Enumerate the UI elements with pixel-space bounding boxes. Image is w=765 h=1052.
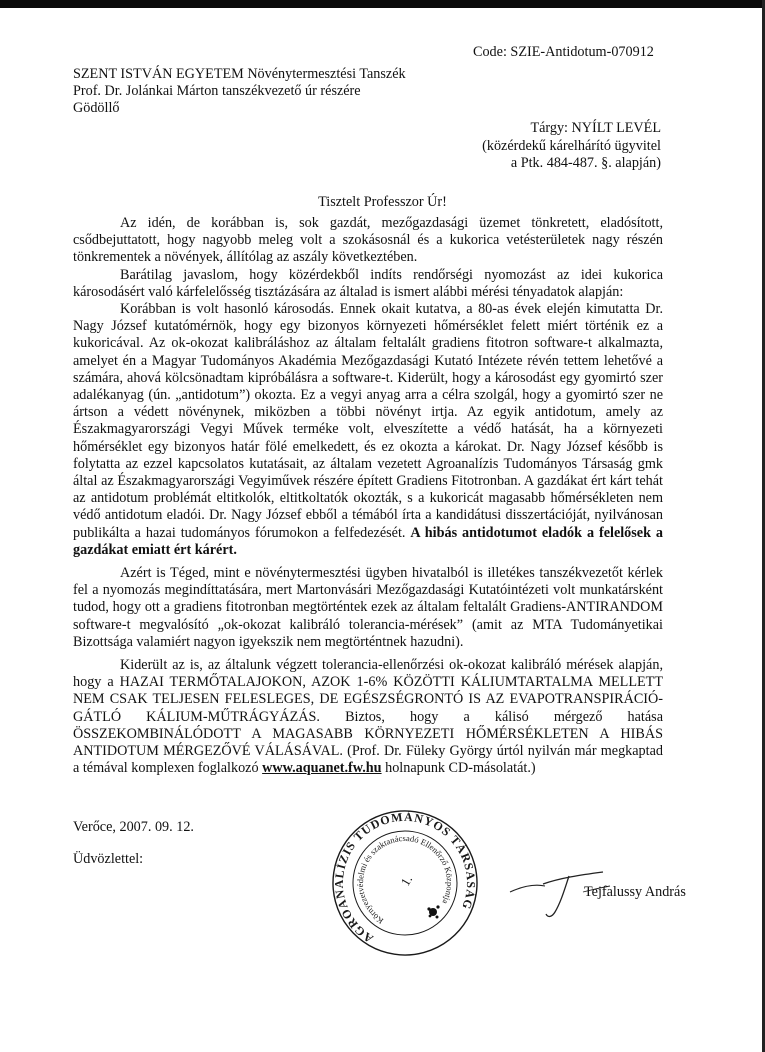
signer-name: Tejfalussy András xyxy=(584,884,686,900)
subject-line-1: Tárgy: NYÍLT LEVÉL xyxy=(530,120,661,136)
recipient-block xyxy=(73,66,406,117)
document-code: Code: SZIE-Antidotum-070912 xyxy=(473,44,654,60)
official-stamp xyxy=(330,808,480,958)
subject-line-2: (közérdekű kárelhárító ügyvitel xyxy=(482,137,661,154)
recipient-line-1 xyxy=(73,66,406,83)
paragraph-1: Az idén, de korábban is, sok gazdát, mezőgazdasági üzemet tönkretett, eladósított, csődbejuttatott, hogy nagyobb meleg volt a szokásosnál és a kukorica vetésterületek nagy részén tönkrementek a növények, állítólag az aszály következtében. xyxy=(73,215,663,266)
paragraph-5-text: Kiderült az is, az általunk végzett tolerancia-ellenőrzési ok-okozat kalibráló mérések alapján, hogy a HAZAI TERMŐTALAJOKON, AZOK 1-6% KÖZÖTTI KÁLIUMTARTALMA MELLETT NEM CSAK TELJESEN FELESLEGES, DE EGÉSZSÉGRONTÓ IS AZ EVAPOTRANSPIRÁCIÓ-GÁTLÓ KÁLIUM-MŰTRÁGYÁZÁS. Biztos, hogy a kálisó mérgező hatása ÖSSZEKOMBINÁLÓDOTT A MAGASABB KÖRNYEZETI HŐMÉRSÉKLETEN A HIBÁS ANTIDOTUM MÉRGEZŐVÉ VÁLÁSÁVAL. (Prof. Dr. Füleky György úrtól nyilván már megkaptad a témával komplexen foglalkozó xyxy=(73,657,663,777)
letter-date: Verőce, 2007. 09. 12. xyxy=(73,819,194,835)
paragraph-3-bold-conclusion: A hibás antidotumot eladók a felelősek a gazdákat emiatt ért kárért. xyxy=(73,524,663,558)
paragraph-3-text: Korábban is volt hasonló károsodás. Ennek okait kutatva, a 80-as évek elején kimutatta Dr. Nagy József kutatómérnök, hogy egy bizonyos környezeti hőmérséklet felett miért történik ez a kukoricával. Az ok-okozat kalibráláshoz az általam feltalált gradiens fitotron software-t alkalmazta, amelyet én a Magyar Tudományos Akadémia Mezőgazdasági Kutató Intézete révén tettem lehetővé a számára, ahová kölcsönadtam kipróbálásra a software-t. Kiderült, hogy a károsodást egy gyomirtó szer adalékanyag (ún. „antidotum”) okozta. Ez a vegyi anyag arra a célra szolgál, hogy a gyomirtó szer ne ártson a védett növénynek, miközben a többi növényt irtja. Az egyik antidotum, amely az Északmagyarországi Vegyi Művek terméke volt, elveszítette a védő hatását, ha a környezeti hőmérséklet egy bizonyos határ fölé emelkedett, és ez okozta a károkat. Dr. Nagy József később is folytatta az ezzel kapcsolatos kutatásait, az általam vezetett Agroanalízis Tudományos Társaság gmk által az Északmagyarországi Vegyiművek részére épített Gradiens Fitotronban. A gazdákat ért kárt tehát az antidotum problémát eltitkolók, eltitkoltatók okozták, s a kukoricát magasabb hőmérsékleten nem védő antidotum eladói. Dr. Nagy József ebből a témából írta a kandidátusi disszertációját, nyilvánosan publikálta a hazai tudományos fórumokon a felfedezését. xyxy=(73,301,663,541)
recipient-line-3: Gödöllő xyxy=(73,100,120,116)
paragraph-2: Barátilag javaslom, hogy közérdekből indíts rendőrségi nyomozást az idei kukorica károsodásért való kárfelelősség tisztázására az általad is ismert alábbi mérési tényadatok alapján: xyxy=(73,266,663,300)
subject-block xyxy=(482,120,661,173)
greeting: Tisztelt Professzor Úr! xyxy=(318,194,447,210)
paragraph-5-end: holnapunk CD-másolatát.) xyxy=(381,760,536,777)
closing-salutation: Üdvözlettel: xyxy=(73,851,144,867)
recipient-university: SZENT ISTVÁN EGYETEM xyxy=(73,66,244,82)
scan-top-edge xyxy=(0,0,765,8)
paragraph-5 xyxy=(73,657,663,777)
stamp-mark xyxy=(427,905,439,918)
recipient-line-2: Prof. Dr. Jolánkai Márton tanszékvezető úr részére xyxy=(73,83,361,99)
stamp-number: 1. xyxy=(397,872,416,889)
letter-body xyxy=(73,215,663,778)
stamp-outer-text: AGROANALÍZIS TUDOMÁNYOS TÁRSASÁG xyxy=(331,809,479,946)
subject-line-3: a Ptk. 484-487. §. alapján) xyxy=(510,155,661,171)
stamp-inner-text: Környezetvédelmi és szaktanácsadó Ellenőrző Központja xyxy=(354,832,456,927)
paragraph-3 xyxy=(73,301,663,559)
recipient-department: Növénytermesztési Tanszék xyxy=(243,66,406,82)
paragraph-4: Azért is Téged, mint e növénytermesztési ügyben hivatalból is illetékes tanszékvezetőt kérlek fel a nyomozás megindíttatására, mert Martonvásári Mezőgazdasági Kutatóintézeti volt munkatársként tudod, hogy ott a gradiens fitotronban megtörténtek ezek az általam feltalált Gradiens-ANTIRANDOM software-t megvalósító „ok-okozat kalibráló tolerancia-mérések” (amit az MTA Tudományetikai Bizottsága valamiért nagyon igyekszik nem megtörténtnek hazudni). xyxy=(73,565,663,650)
website-link[interactable]: www.aquanet.fw.hu xyxy=(262,760,382,777)
